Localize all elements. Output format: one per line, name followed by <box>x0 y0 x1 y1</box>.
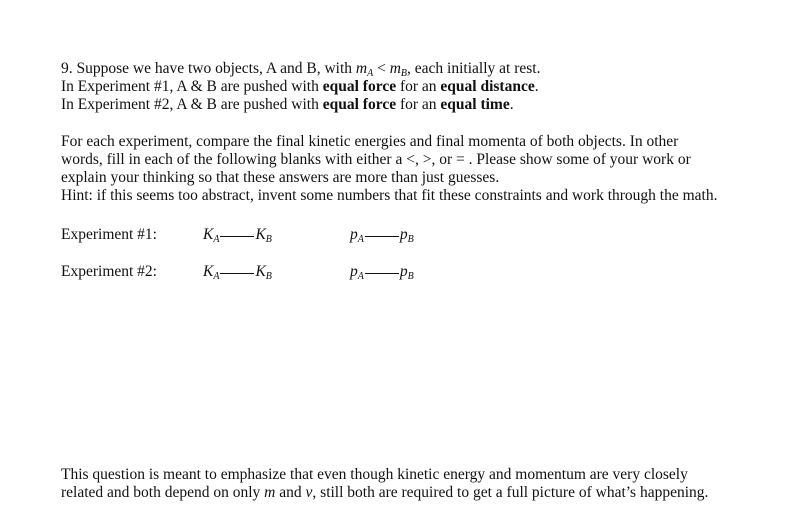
k-subscript-a: A <box>213 271 220 282</box>
mass-symbol-b: m <box>389 60 401 77</box>
experiment-2-label: Experiment #2: <box>61 263 157 280</box>
question-line-3-prefix: In Experiment #2, A & B are pushed with <box>61 96 323 113</box>
subscript-b: B <box>400 68 408 79</box>
hint-line: Hint: if this seems too abstract, invent some numbers that fit these constraints and work through the math. <box>61 187 718 204</box>
p-subscript-b: B <box>407 234 414 245</box>
closing-line-1: This question is meant to emphasize that even though kinetic energy and momentum are very closely <box>61 466 688 483</box>
equal-force-bold-2: equal force <box>322 96 397 113</box>
p-symbol-b: p <box>399 226 408 243</box>
instructions-line-3: explain your thinking so that these answers are more than just guesses. <box>61 169 500 186</box>
closing-line-2-suffix: , still both are required to get a full picture of what’s happening. <box>312 484 709 501</box>
instructions-line-1: For each experiment, compare the final kinetic energies and final momenta of both objects. In other <box>61 133 679 150</box>
experiment-2-momentum-comparison <box>350 263 414 281</box>
question-line-3-mid: for an <box>396 96 441 113</box>
subscript-a: A <box>367 68 374 79</box>
equal-distance-bold: equal distance <box>440 78 535 95</box>
question-line-2 <box>61 78 539 96</box>
p-subscript-a: A <box>357 234 364 245</box>
p-subscript-a: A <box>357 271 364 282</box>
k-subscript-b: B <box>265 271 272 282</box>
k-symbol-a: K <box>203 263 214 280</box>
k-symbol-a: K <box>203 226 214 243</box>
p-symbol-a: p <box>350 263 358 280</box>
less-than-sign: < <box>373 60 390 77</box>
k-symbol-b: K <box>255 263 266 280</box>
experiment-1-kinetic-comparison <box>203 226 272 244</box>
question-line-1-prefix: 9. Suppose we have two objects, A and B, with <box>61 60 356 77</box>
question-line-2-mid: for an <box>396 78 441 95</box>
p-symbol-a: p <box>350 226 358 243</box>
experiment-2-kinetic-comparison <box>203 263 272 281</box>
instructions-line-2: words, fill in each of the following blanks with either a <, >, or = . Please show some of your work or <box>61 151 691 168</box>
closing-and: and <box>275 484 306 501</box>
p-subscript-b: B <box>407 271 414 282</box>
question-line-1-suffix: , each initially at rest. <box>407 60 541 77</box>
question-line-3-end: . <box>509 96 514 113</box>
question-line-3 <box>61 96 514 114</box>
experiment-1-kinetic-blank[interactable] <box>220 235 254 237</box>
v-symbol: v <box>305 484 313 501</box>
experiment-1-momentum-blank[interactable] <box>365 235 399 237</box>
k-subscript-b: B <box>265 234 272 245</box>
question-line-2-end: . <box>534 78 539 95</box>
experiment-1-momentum-comparison <box>350 226 414 244</box>
closing-line-2-prefix: related and both depend on only <box>61 484 265 501</box>
question-line-2-prefix: In Experiment #1, A & B are pushed with <box>61 78 323 95</box>
experiment-1-label: Experiment #1: <box>61 226 157 243</box>
question-line-1 <box>61 60 540 78</box>
m-symbol: m <box>264 484 276 501</box>
equal-force-bold: equal force <box>322 78 397 95</box>
experiment-2-kinetic-blank[interactable] <box>220 272 254 274</box>
closing-line-2 <box>61 484 708 502</box>
equal-time-bold: equal time <box>440 96 510 113</box>
experiment-2-momentum-blank[interactable] <box>365 272 399 274</box>
k-symbol-b: K <box>255 226 266 243</box>
p-symbol-b: p <box>399 263 408 280</box>
mass-symbol-a: m <box>355 60 368 77</box>
k-subscript-a: A <box>213 234 220 245</box>
